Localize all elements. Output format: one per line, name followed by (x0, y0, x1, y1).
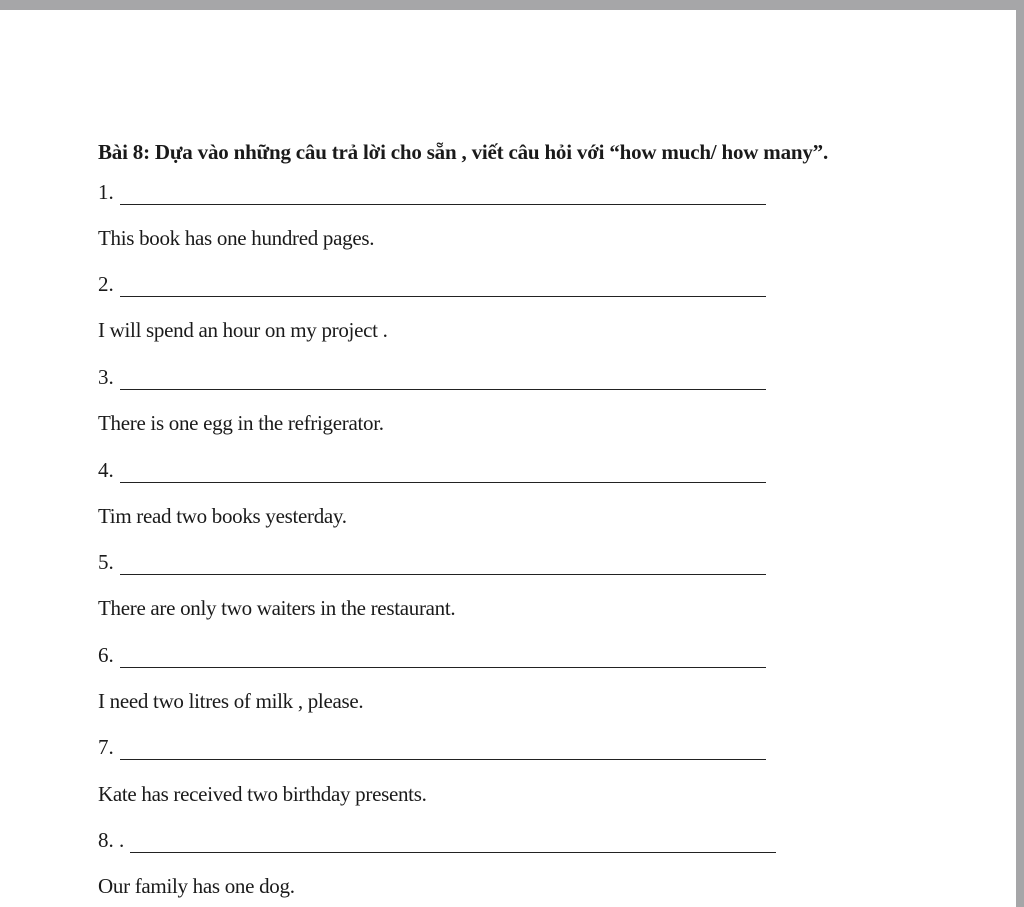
question-line-8 (98, 828, 776, 853)
question-line-1 (98, 180, 766, 205)
given-answer-3: There is one egg in the refrigerator. (98, 411, 384, 435)
question-number: 2. (98, 272, 114, 296)
question-line-3 (98, 365, 766, 390)
given-answer-2: I will spend an hour on my project . (98, 318, 388, 342)
question-line-7 (98, 735, 766, 760)
answer-blank[interactable] (130, 834, 776, 853)
given-answer-7: Kate has received two birthday presents. (98, 782, 427, 806)
given-answer-4: Tim read two books yesterday. (98, 504, 347, 528)
answer-blank[interactable] (120, 464, 766, 483)
question-number: 5. (98, 550, 114, 574)
question-number: 1. (98, 180, 114, 204)
given-answer-5: There are only two waiters in the restaurant. (98, 596, 456, 620)
answer-blank[interactable] (120, 741, 766, 760)
answer-blank[interactable] (120, 371, 766, 390)
question-number: 7. (98, 735, 114, 759)
question-number: 3. (98, 365, 114, 389)
given-answer-8: Our family has one dog. (98, 874, 295, 898)
answer-blank[interactable] (120, 556, 766, 575)
question-line-2 (98, 272, 766, 297)
document-page (0, 10, 1016, 907)
answer-blank[interactable] (120, 186, 766, 205)
question-line-5 (98, 550, 766, 575)
question-line-6 (98, 643, 766, 668)
answer-blank[interactable] (120, 649, 766, 668)
question-number: 4. (98, 458, 114, 482)
question-number: 6. (98, 643, 114, 667)
question-number: 8. . (98, 828, 125, 852)
question-line-4 (98, 458, 766, 483)
given-answer-1: This book has one hundred pages. (98, 226, 375, 250)
answer-blank[interactable] (120, 278, 766, 297)
exercise-title: Bài 8: Dựa vào những câu trả lời cho sẵn , viết câu hỏi với “how much/ how many”. (98, 140, 828, 164)
given-answer-6: I need two litres of milk , please. (98, 689, 364, 713)
